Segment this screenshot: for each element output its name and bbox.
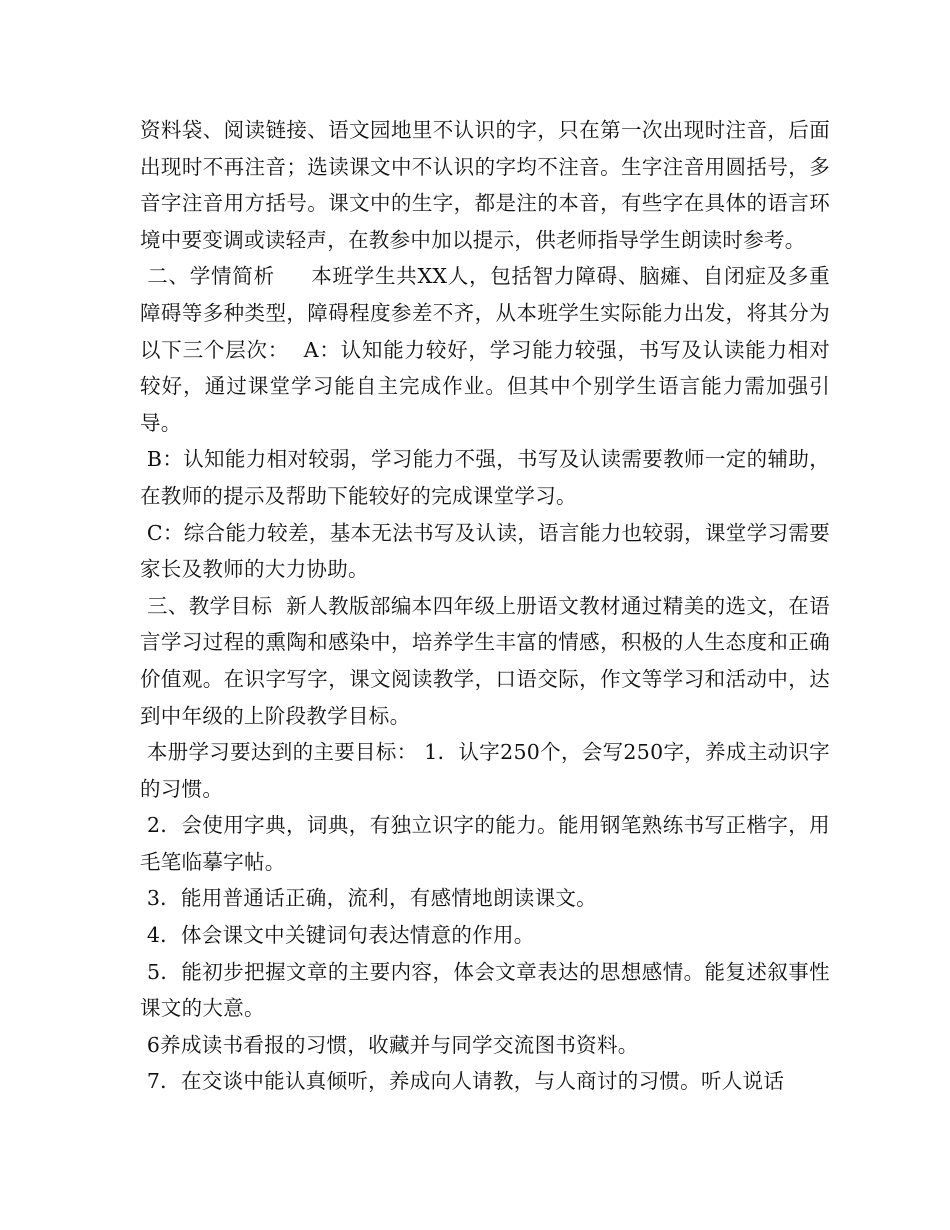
document-page xyxy=(140,112,830,1100)
paragraph-level-b: B：认知能力相对较弱，学习能力不强，书写及认读需要教师一定的辅助，在教师的提示及帮助下能较好的完成课堂学习。 xyxy=(140,447,830,508)
paragraph-textbook-annotation: 资料袋、阅读链接、语文园地里不认识的字，只在第一次出现时注音，后面出现时不再注音；选读课文中不认识的字均不注音。生字注音用圆括号，多音字注音用方括号。课文中的生字，都是注的本音，有些字在具体的语言环境中要变调或读轻声，在教参中加以提示，供老师指导学生朗读时参考。 xyxy=(140,118,830,252)
paragraph-goal-2: 2．会使用字典，词典，有独立识字的能力。能用钢笔熟练书写正楷字，用毛笔临摹字帖。 xyxy=(140,813,830,874)
paragraph-level-c: C：综合能力较差，基本无法书写及认读，语言能力也较弱，课堂学习需要家长及教师的大力协助。 xyxy=(140,520,830,582)
paragraph-goal-5: 5．能初步把握文章的主要内容，体会文章表达的思想感情。能复述叙事性课文的大意。 xyxy=(140,959,830,1021)
paragraph-teaching-goals: 三、教学目标 新人教版部编本四年级上册语文教材通过精美的选文，在语言学习过程的熏陶和感染中，培养学生丰富的情感，积极的人生态度和正确价值观。在识字写字，课文阅读教学，口语交际，作文等学习和活动中，达到中年级的上阶段教学目标。 xyxy=(140,593,830,728)
paragraph-goal-3: 3．能用普通话正确，流利，有感情地朗读课文。 xyxy=(140,886,597,911)
paragraph-goal-4: 4．体会课文中关键词句表达情意的作用。 xyxy=(140,923,535,948)
paragraph-goal-6: 6养成读书看报的习惯，收藏并与同学交流图书资料。 xyxy=(140,1032,639,1057)
paragraph-goal-7: 7．在交谈中能认真倾听，养成向人请教，与人商讨的习惯。听人说话 xyxy=(140,1069,785,1094)
paragraph-student-analysis: 二、学情简析 本班学生共XX人，包括智力障碍、脑瘫、自闭症及多重障碍等多种类型，障碍程度参差不齐，从本班学生实际能力出发，将其分为以下三个层次： A：认知能力较好，学习能力较强，书写及认读能力相对较好，通过课堂学习能自主完成作业。但其中个别学生语言能力需加强引导。 xyxy=(140,264,830,435)
paragraph-goal-1: 本册学习要达到的主要目标： 1．认字250个，会写250字，养成主动识字的习惯。 xyxy=(140,740,830,801)
